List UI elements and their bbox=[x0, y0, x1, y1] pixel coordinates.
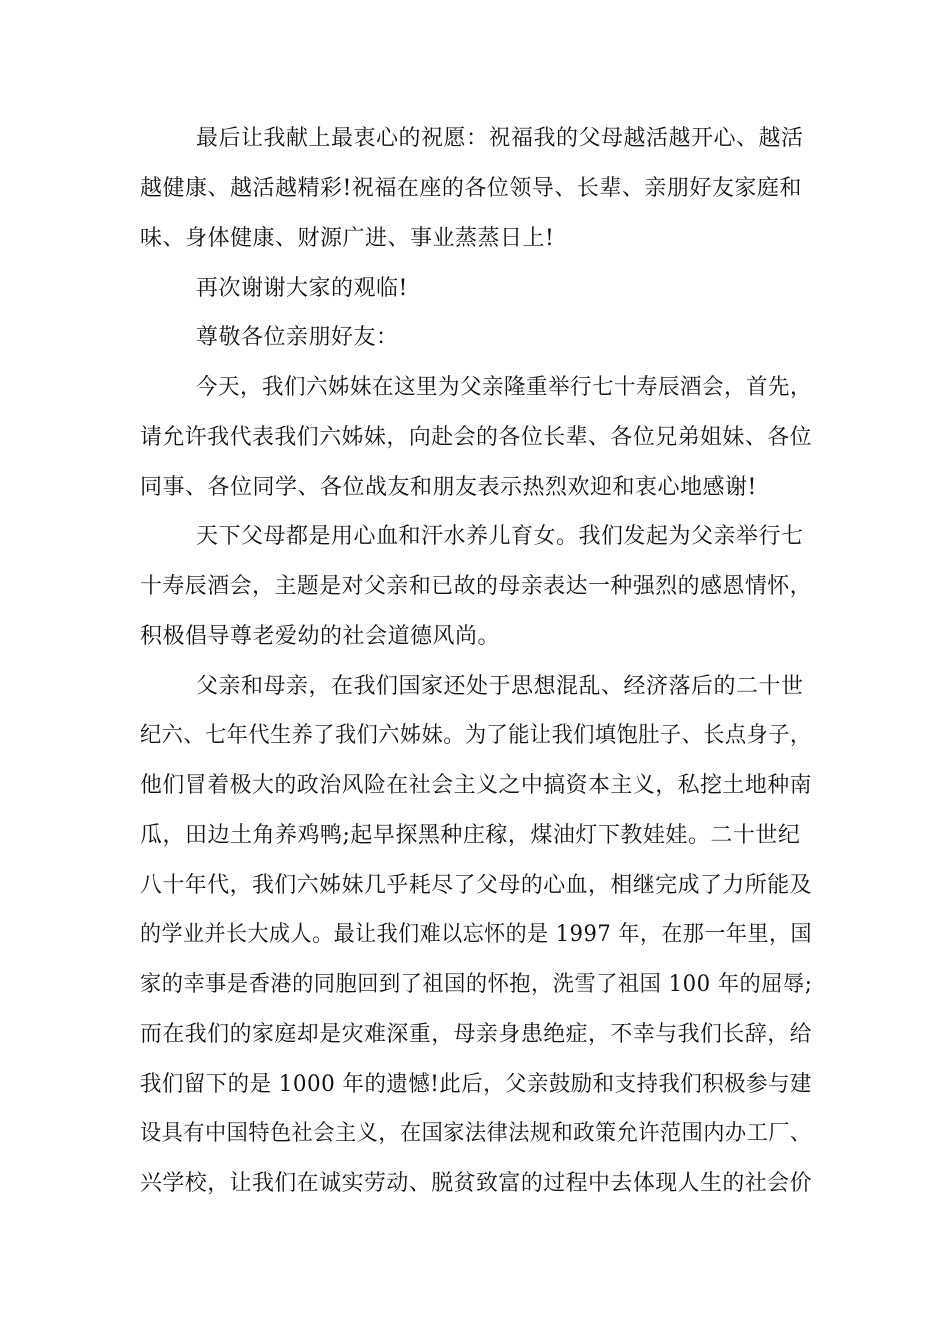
text-line: 他们冒着极大的政治风险在社会主义之中搞资本主义，私挖土地种南 bbox=[140, 773, 813, 798]
text-line: 兴学校，让我们在诚实劳动、脱贫致富的过程中去体现人生的社会价 bbox=[140, 1171, 813, 1196]
text-line: 而在我们的家庭却是灾难深重，母亲身患绝症，不幸与我们长辞，给 bbox=[140, 1022, 813, 1047]
text-line: 今天，我们六姊妹在这里为父亲隆重举行七十寿辰酒会，首先， bbox=[196, 375, 813, 400]
text-line: 家的幸事是香港的同胞回到了祖国的怀抱，洗雪了祖国 100 年的屈辱; bbox=[140, 972, 813, 997]
text-line: 父亲和母亲，在我们国家还处于思想混乱、经济落后的二十世 bbox=[196, 674, 804, 699]
text-line: 八十年代，我们六姊妹几乎耗尽了父母的心血，相继完成了力所能及 bbox=[140, 873, 813, 898]
text-line: 设具有中国特色社会主义，在国家法律法规和政策允许范围内办工厂、 bbox=[140, 1121, 812, 1146]
text-line: 请允许我代表我们六姊妹，向赴会的各位长辈、各位兄弟姐妹、各位 bbox=[140, 425, 813, 450]
text-line: 最后让我献上最衷心的祝愿：祝福我的父母越活越开心、越活 bbox=[196, 126, 804, 151]
text-line: 尊敬各位亲朋好友： bbox=[196, 325, 399, 350]
text-line: 味、身体健康、财源广进、事业蒸蒸日上! bbox=[140, 226, 555, 251]
text-line: 十寿辰酒会，主题是对父亲和已故的母亲表达一种强烈的感恩情怀， bbox=[140, 574, 813, 599]
text-line: 越健康、越活越精彩!祝福在座的各位领导、长辈、亲朋好友家庭和 bbox=[140, 176, 802, 201]
text-line: 同事、各位同学、各位战友和朋友表示热烈欢迎和衷心地感谢! bbox=[140, 475, 757, 500]
text-line: 天下父母都是用心血和汗水养儿育女。我们发起为父亲举行七 bbox=[196, 524, 804, 549]
text-line: 我们留下的是 1000 年的遗憾!此后，父亲鼓励和支持我们积极参与建 bbox=[140, 1072, 812, 1097]
text-line: 瓜，田边土角养鸡鸭;起早探黑种庄稼，煤油灯下教娃娃。二十世纪 bbox=[140, 823, 801, 848]
text-line: 的学业并长大成人。最让我们难以忘怀的是 1997 年，在那一年里，国 bbox=[140, 922, 812, 947]
text-line: 再次谢谢大家的观临! bbox=[196, 276, 408, 301]
text-line: 纪六、七年代生养了我们六姊妹。为了能让我们填饱肚子、长点身子， bbox=[140, 723, 812, 748]
text-line: 积极倡导尊老爱幼的社会道德风尚。 bbox=[140, 624, 501, 649]
